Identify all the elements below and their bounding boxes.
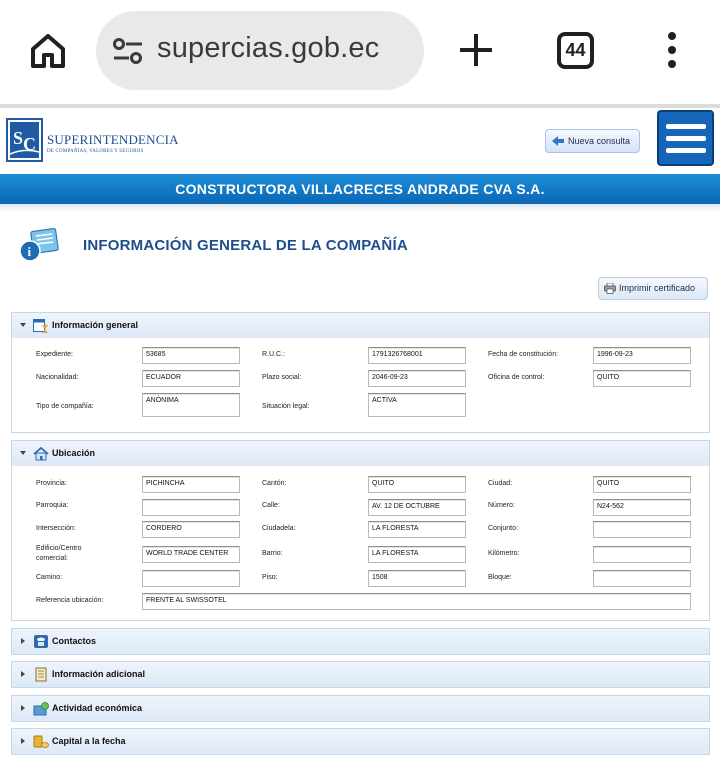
interseccion-label: Intersección:	[36, 525, 76, 532]
canton-label: Cantón:	[262, 480, 287, 487]
oficina-control-label: Oficina de control:	[488, 374, 545, 381]
back-arrow-icon	[551, 135, 565, 147]
kebab-icon[interactable]	[664, 30, 680, 70]
new-query-button[interactable]	[545, 129, 640, 153]
nacionalidad-label: Nacionalidad:	[36, 374, 79, 381]
ruc-label: R.U.C.:	[262, 351, 285, 358]
expediente-field[interactable]: 53685	[142, 347, 240, 364]
edificio-label-line1: Edificio/Centro	[36, 545, 82, 552]
general-info-title: Información general	[52, 320, 139, 330]
ciudad-label: Ciudad:	[488, 480, 513, 487]
oficina-control-field[interactable]: QUITO	[593, 370, 691, 387]
calendar-hourglass-icon	[33, 318, 49, 333]
camino-label: Camino:	[36, 574, 63, 581]
plus-icon[interactable]	[458, 30, 494, 70]
conjunto-field[interactable]	[593, 521, 691, 538]
svg-text:S: S	[13, 128, 24, 148]
contacts-panel[interactable]	[11, 628, 710, 655]
referencia-label: Referencia ubicación:	[36, 597, 104, 604]
ciudad-field[interactable]: QUITO	[593, 476, 691, 493]
info-document-icon	[18, 227, 60, 265]
company-name-banner: CONSTRUCTORA VILLACRECES ANDRADE CVA S.A.	[0, 174, 720, 204]
numero-label: Número:	[488, 502, 515, 509]
tipo-compania-field[interactable]: ANÓNIMA	[142, 393, 240, 417]
canton-field[interactable]: QUITO	[368, 476, 466, 493]
fecha-constitucion-label: Fecha de constitución:	[488, 351, 559, 358]
fecha-constitucion-field[interactable]: 1996-09-23	[593, 347, 691, 364]
plazo-social-label: Plazo social:	[262, 374, 302, 381]
ruc-field[interactable]: 1791326768001	[368, 347, 466, 364]
bloque-field[interactable]	[593, 570, 691, 587]
edificio-label-line2: comercial:	[36, 555, 68, 562]
site-header	[0, 108, 720, 174]
print-certificate-label: Imprimir certificado	[619, 283, 696, 293]
capital-header[interactable]	[12, 729, 709, 754]
piso-field[interactable]: 1508	[368, 570, 466, 587]
barrio-label: Barrio:	[262, 550, 283, 557]
bloque-label: Bloque:	[488, 574, 512, 581]
general-info-header[interactable]	[12, 313, 709, 338]
url-text: supercias.gob.ec	[157, 32, 380, 64]
collapsed-arrow-icon	[21, 671, 25, 677]
home-icon[interactable]	[28, 30, 68, 70]
collapsed-arrow-icon	[21, 705, 25, 711]
collapsed-arrow-icon	[21, 638, 25, 644]
telephone-icon	[33, 634, 49, 649]
page-title: INFORMACIÓN GENERAL DE LA COMPAÑÍA	[83, 237, 408, 254]
ciudadela-label: Ciudadela:	[262, 525, 296, 532]
collapsed-arrow-icon	[21, 738, 25, 744]
location-title: Ubicación	[52, 448, 96, 458]
logo-title: SUPERINTENDENCIA	[47, 132, 179, 147]
calle-field[interactable]: AV. 12 DE OCTUBRE	[368, 499, 466, 516]
conjunto-label: Conjunto:	[488, 525, 518, 532]
ciudadela-field[interactable]: LA FLORESTA	[368, 521, 466, 538]
piso-label: Piso:	[262, 574, 278, 581]
capital-panel[interactable]	[11, 728, 710, 755]
hamburger-menu-button[interactable]	[657, 110, 714, 166]
kilometro-label: Kilómetro:	[488, 550, 520, 557]
logo-text	[47, 132, 179, 154]
new-query-label: Nueva consulta	[568, 136, 631, 146]
banner-shadow	[0, 204, 720, 212]
address-bar[interactable]	[96, 11, 424, 90]
briefcase-globe-icon	[33, 701, 49, 716]
contacts-header[interactable]	[12, 629, 709, 654]
barrio-field[interactable]: LA FLORESTA	[368, 546, 466, 563]
tab-switcher-button[interactable]: 44	[557, 32, 594, 69]
economic-activity-panel[interactable]	[11, 695, 710, 722]
location-header[interactable]	[12, 441, 709, 466]
situacion-legal-label: Situación legal:	[262, 403, 310, 410]
coins-icon	[33, 734, 49, 749]
additional-info-header[interactable]	[12, 662, 709, 687]
expand-arrow-icon	[20, 323, 26, 327]
economic-activity-header[interactable]	[12, 696, 709, 721]
browser-toolbar	[0, 0, 720, 104]
printer-icon	[604, 283, 616, 294]
referencia-field[interactable]: FRENTE AL SWISSOTEL	[142, 593, 691, 610]
expand-arrow-icon	[20, 451, 26, 455]
camino-field[interactable]	[142, 570, 240, 587]
expediente-label: Expediente:	[36, 351, 73, 358]
plazo-social-field[interactable]: 2046-09-23	[368, 370, 466, 387]
svg-text:i: i	[27, 244, 32, 259]
capital-title: Capital a la fecha	[52, 736, 126, 746]
provincia-label: Provincia:	[36, 480, 67, 487]
contacts-title: Contactos	[52, 636, 97, 646]
numero-field[interactable]: N24-562	[593, 499, 691, 516]
svg-text:C: C	[23, 134, 36, 154]
document-icon	[33, 667, 49, 682]
nacionalidad-field[interactable]: ECUADOR	[142, 370, 240, 387]
tune-icon[interactable]	[112, 37, 144, 65]
provincia-field[interactable]: PICHINCHA	[142, 476, 240, 493]
additional-info-title: Información adicional	[52, 669, 146, 679]
parroquia-label: Parroquia:	[36, 502, 69, 509]
edificio-field[interactable]: WORLD TRADE CENTER	[142, 546, 240, 563]
tipo-compania-label: Tipo de compañía:	[36, 403, 94, 410]
parroquia-field[interactable]	[142, 499, 240, 516]
house-icon	[33, 446, 49, 461]
calle-label: Calle:	[262, 502, 280, 509]
supercias-logo-icon[interactable]	[6, 118, 43, 162]
interseccion-field[interactable]: CORDERO	[142, 521, 240, 538]
kilometro-field[interactable]	[593, 546, 691, 563]
situacion-legal-field[interactable]: ACTIVA	[368, 393, 466, 417]
logo-subtitle: DE COMPAÑÍAS, VALORES Y SEGUROS	[47, 149, 144, 154]
economic-activity-title: Actividad económica	[52, 703, 143, 713]
additional-info-panel[interactable]	[11, 661, 710, 688]
print-certificate-button[interactable]	[598, 277, 708, 300]
